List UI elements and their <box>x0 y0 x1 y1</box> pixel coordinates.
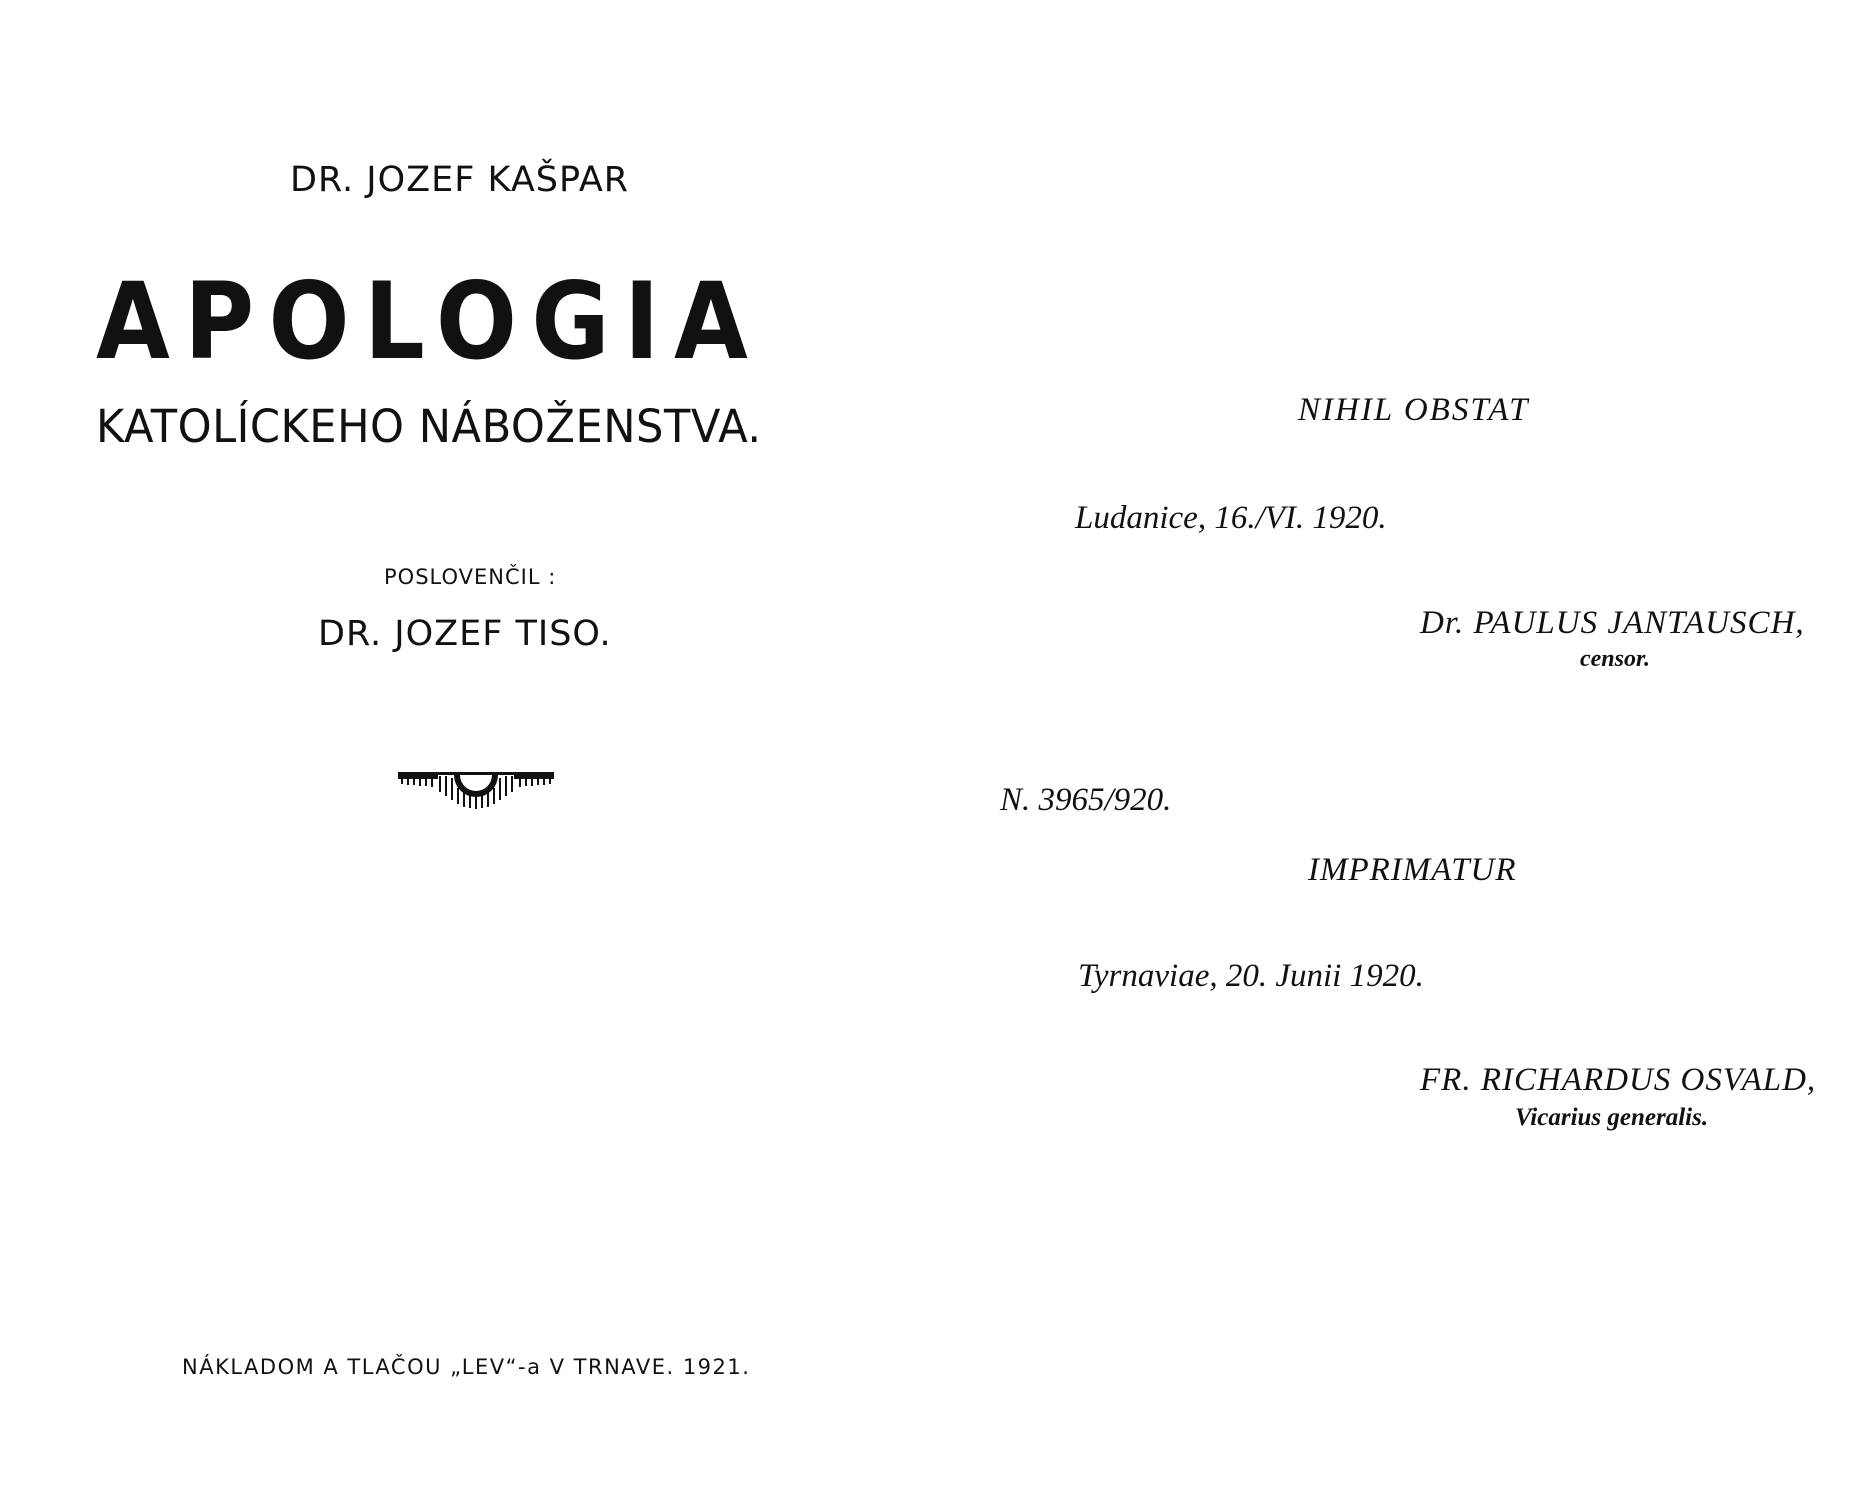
censor-date: Ludanice, 16./VI. 1920. <box>1075 500 1387 536</box>
author-name: DR. JOZEF KAŠPAR <box>290 160 630 200</box>
nihil-obstat-heading: NIHIL OBSTAT <box>1298 392 1530 428</box>
right-approval-page <box>940 0 1874 1500</box>
book-subtitle: KATOLÍCKEHO NÁBOŽENSTVA. <box>96 400 762 453</box>
imprimatur-date: Tyrnaviae, 20. Junii 1920. <box>1078 958 1424 994</box>
censor-role: censor. <box>1580 646 1651 672</box>
vicar-name: FR. RICHARDUS OSVALD, <box>1420 1062 1817 1098</box>
translator-label: POSLOVENČIL : <box>384 565 557 589</box>
translator-name: DR. JOZEF TISO. <box>318 614 612 654</box>
document-number: N. 3965/920. <box>1000 782 1172 818</box>
imprimatur-heading: IMPRIMATUR <box>1308 852 1517 888</box>
book-title: APOLOGIA <box>96 260 763 383</box>
censor-name: Dr. PAULUS JANTAUSCH, <box>1420 605 1805 641</box>
vicar-role: Vicarius generalis. <box>1515 1104 1709 1131</box>
ornament-icon <box>398 770 554 810</box>
publisher-imprint: NÁKLADOM A TLAČOU „LEV“-a V TRNAVE. 1921. <box>182 1355 751 1379</box>
